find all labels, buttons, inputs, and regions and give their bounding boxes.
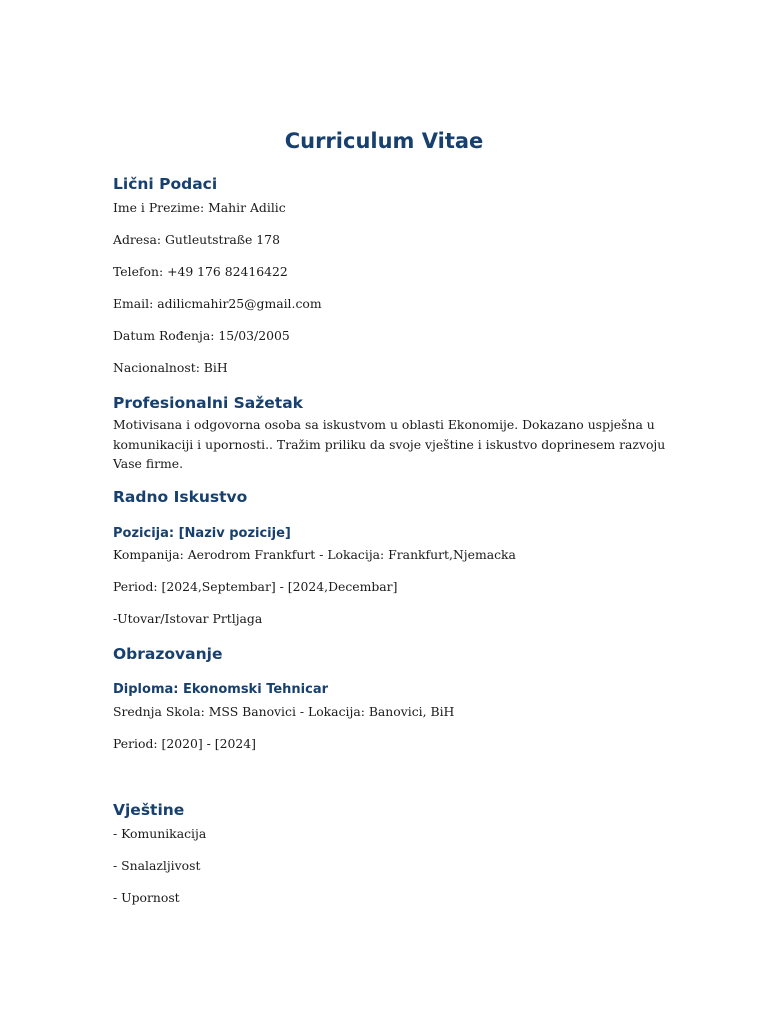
section-heading-skills: Vještine xyxy=(113,801,185,819)
personal-name: Ime i Prezime: Mahir Adilic xyxy=(113,200,286,215)
skill-item: - Upornost xyxy=(113,890,180,905)
education-school: Srednja Skola: MSS Banovici - Lokacija: Banovici, BiH xyxy=(113,704,455,719)
section-heading-education: Obrazovanje xyxy=(113,645,223,663)
document-title: Curriculum Vitae xyxy=(284,129,484,153)
section-heading-summary: Profesionalni Sažetak xyxy=(113,394,303,412)
personal-address: Adresa: Gutleutstraße 178 xyxy=(113,232,280,247)
personal-email: Email: adilicmahir25@gmail.com xyxy=(113,296,322,311)
summary-line: komunikaciji i upornosti.. Tražim priliku da svoje vještine i iskustvo doprinesem razvoju xyxy=(113,436,666,452)
experience-period: Period: [2024,Septembar] - [2024,Decembar] xyxy=(113,579,398,594)
personal-nationality: Nacionalnost: BiH xyxy=(113,360,228,375)
summary-line: Motivisana i odgovorna osoba sa iskustvom u oblasti Ekonomije. Dokazano uspješna u xyxy=(113,417,655,432)
skill-item: - Komunikacija xyxy=(113,826,207,841)
personal-phone: Telefon: +49 176 82416422 xyxy=(113,264,288,279)
education-diploma: Diploma: Ekonomski Tehnicar xyxy=(113,682,329,697)
personal-birthdate: Datum Rođenja: 15/03/2005 xyxy=(113,328,290,343)
experience-position: Pozicija: [Naziv pozicije] xyxy=(113,526,291,541)
section-heading-experience: Radno Iskustvo xyxy=(113,488,248,506)
skill-item: - Snalazljivost xyxy=(113,858,201,873)
summary-paragraph xyxy=(113,415,666,474)
section-heading-personal: Lični Podaci xyxy=(113,175,218,193)
education-period: Period: [2020] - [2024] xyxy=(113,736,256,751)
summary-line: Vase firme. xyxy=(113,456,184,471)
experience-company: Kompanija: Aerodrom Frankfurt - Lokacija: Frankfurt,Njemacka xyxy=(113,547,516,562)
experience-duty: -Utovar/Istovar Prtljaga xyxy=(113,611,263,626)
